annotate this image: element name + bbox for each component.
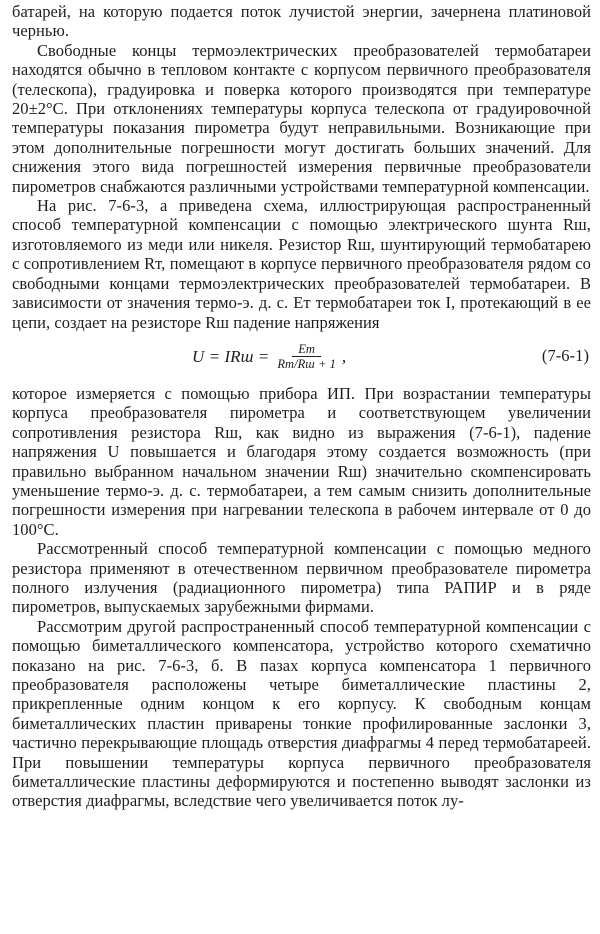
paragraph-2: Свободные концы термоэлектрических преобразователей термобатареи находятся обычно в тепловом контакте с корпусом первичного преобразователя (телескопа), градуировка и поверка которого производятся при температуре 20±2°С. При отклонениях температуры корпуса телескопа от градуировочной температуры показания пирометра будут неправильными. Возникающие при этом дополнительные погрешности могут достигать больших значений. Для снижения этого вида погрешностей измерения первичные преобразователи пирометров снабжаются различными устройствами температурной компенсации. [12,40,591,196]
formula-lhs: U = IRш = [192,346,270,366]
paragraph-1: батарей, на которую подается поток лучистой энергии, зачернена платиновой чернью. [12,2,591,41]
formula-tail: , [341,346,347,366]
paragraph-5: Рассмотренный способ температурной компенсации с помощью медного резистора применяют в отечественном первичном преобразователе пирометра полного излучения (радиационного пирометра) типа РАПИР и в ряде пирометров, выпускаемых зарубежными фирмами. [12,539,591,617]
paragraph-6: Рассмотрим другой распространенный способ температурной компенсации с помощью биметаллического компенсатора, устройство которого схематично показано на рис. 7-6-3, б. В пазах корпуса компенсатора 1 первичного преобразователя расположены четыре биметаллические пластины 2, прикрепленные одним концом к его корпусу. К свободным концам биметаллических пластин приварены тонкие профилированные заслонки 3, частично перекрывающие площадь отверстия диафрагмы 4 перед термобатареей. При повышении температуры корпуса первичного преобразователя биметаллические пластины деформируются и постепенно выводят заслонки из отверстия диафрагмы, вследствие чего увеличивается поток лу- [12,616,591,811]
formula-denominator: Rт/Rш + 1 [277,356,336,371]
paragraph-3: На рис. 7-6-3, а приведена схема, иллюстрирующая распространенный способ температурной компенсации с помощью электрического шунта Rш, изготовляемого из меди или никеля. Резистор Rш, шунтирующий термобатарею с сопротивлением Rт, помещают в корпусе первичного преобразователя рядом со свободными концами термоэлектрических преобразователей термобатареи. В зависимости от значения термо-э. д. с. Eт термобатареи ток I, протекающий в ее цепи, создает на резисторе Rш падение напряжения [12,196,591,332]
formula-body [192,342,346,371]
formula-fraction [275,342,338,371]
formula-numerator: Eт [292,342,321,357]
formula-number: (7-6-1) [541,345,589,365]
formula-7-6-1 [12,336,591,380]
paragraph-4: которое измеряется с помощью прибора ИП. При возрастании температуры корпуса преобразователя пирометра и соответствующем увеличении сопротивления резистора Rш, как видно из выражения (7-6-1), падение напряжения U повышается и благодаря этому создается возможность (при правильно выбранном начальном значении Rш) значительно скомпенсировать уменьшение термо-э. д. с. термобатареи, а тем самым снизить дополнительные погрешности измерения при нагревании телескопа в рабочем интервале от 0 до 100°С. [12,383,591,539]
